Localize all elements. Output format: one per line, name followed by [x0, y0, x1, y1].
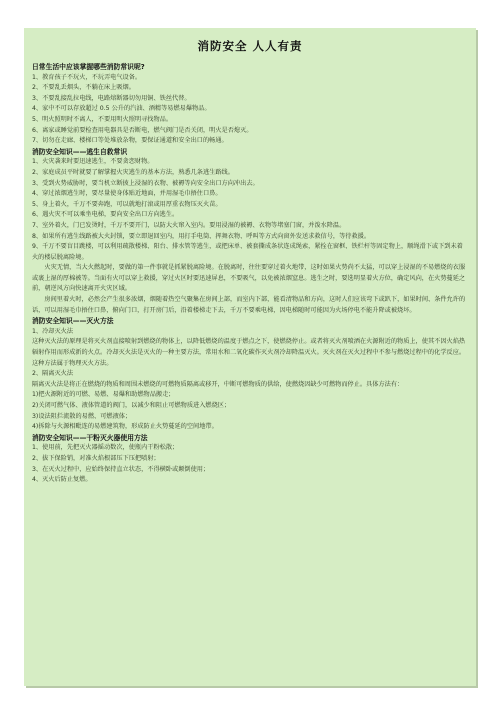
list-item: 6、离家或睡觉前要检查用电器具是否断电，燃气阀门是否关闭，明火是否熄灭。 [32, 126, 253, 134]
list-item: 3)设法阻拦流散的易燃、可燃液体； [32, 412, 132, 420]
list-item: 5、身上着火，千万不要奔跑，可以就地打滚或用厚重衣物压灭火苗。 [32, 200, 222, 208]
list-item: 4、穿过浓烟逃生时，要尽量使身体贴近地面，并用湿毛巾捂住口鼻。 [32, 190, 222, 198]
list-item: 2)关闭可燃气体、液体管道的阀门，以减少和阻止可燃物质进入燃烧区； [32, 402, 231, 409]
section-heading: 消防安全知识——逃生自救常识 [32, 147, 128, 156]
list-item: 5、明火照明时不离人，不要用明火照明寻找物品。 [32, 115, 173, 123]
subheading: 2、隔离灭火法 [32, 370, 74, 378]
section-extinguish-methods [32, 316, 468, 433]
paragraph: 房间里着火时，必然会产生很多浓烟，烟随着热空气聚集在房间上部，而室内下部，能看清物品和方向，这时人们应该弯下或趴下，如果时间、条件允许的话，可以用湿毛巾捂住口鼻，俯向门口，打开房门后，沿着楼梯走下去，千万不要乘电梯，因电梯随时可能因为火场停电不能升降或被烧坏。 [32, 296, 466, 314]
list-item: 3、在灭火过程中，应始终保持直立状态，不得横卧或颠倒使用； [32, 465, 210, 473]
list-item: 3、受到火势威胁时，要当机立断披上浸湿的衣物、被褥等向安全出口方向冲出去。 [32, 179, 259, 187]
section-daily-tips [32, 62, 468, 147]
list-item: 1、教育孩子不玩火，不玩弄电气设备。 [32, 73, 142, 81]
section-heading: 消防安全知识——干粉灭火器使用方法 [32, 433, 148, 442]
list-item: 1、火灾袭来时要迅速逃生，不要贪恋财物。 [32, 158, 154, 166]
section-heading: 日常生活中应该掌握哪些消防常识呢? [32, 63, 145, 71]
section-escape [32, 147, 468, 317]
list-item: 8、如果所有逃生线路被大火封锁，要立即退回室内，用打手电筒、挥舞衣物、呼叫等方式向窗外发送求救信号，等待救援。 [32, 232, 371, 240]
paragraph: 火灾无情，当大火燃起时，要做的第一件事就是抓紧脱离险境。在脱离时，往往要穿过着火地带，这时如果火势尚不太猛，可以穿上浸湿的不易燃烧的衣服或裹上湿的厚棉被等。当面有火可以穿上救援，穿过火区时要迅速屏息，不要吸气，以免被浓烟窒息。逃生之时，要选明显着火方位，确定风向，在火势蔓延之前，朝逆风方向快速离开火灾区域。 [32, 264, 466, 293]
list-item: 2、不要乱丢烟头，不躺在床上吸烟。 [32, 84, 135, 92]
paragraph: 隔离灭火法是将正在燃烧的物质和周围未燃烧的可燃物质隔离或移开，中断可燃物质的供给，使燃烧因缺少可燃物而停止。具体方法有： [32, 380, 404, 388]
list-item: 6、遇火灾不可以乘坐电梯，要向安全出口方向逃生。 [32, 211, 179, 219]
list-item: 2、拔下保险销，对准火焰根部压下压把喷射； [32, 454, 160, 462]
list-item: 3、不要乱接乱拉电线，电路熔断器切勿用铜、铁丝代替。 [32, 94, 191, 102]
list-item: 9、千万不要盲目跳楼，可以利用疏散楼梯、阳台、排水管等逃生，或把床单、被套撕成条状连成绳索，紧拴在窗框、铁栏杆等固定物上，顺绳滑下或下到未着火的楼层脱离险境。 [32, 243, 463, 261]
paragraph: 这种灭火法的原理是将灭火剂直接喷射到燃烧的物体上，以降低燃烧的温度于燃点之下，使燃烧停止。或者将灭火剂喷洒在火源附近的物质上，使其不因火焰热辐射作用而形成新的火点。冷却灭火法是灭火的一种主要方法，常用水和二氧化碳作灭火剂冷却降温灭火。灭火剂在灭火过程中不参与燃烧过程中的化学反应。这种方法属于物理灭火方法。 [32, 338, 466, 367]
list-item: 4、家中不可以存放超过 0.5 公升的汽油、酒精等易燃易爆物品。 [32, 105, 211, 113]
list-item: 2、家庭成员平时就要了解掌握火灾逃生的基本方法，熟悉几条逃生路线。 [32, 168, 234, 176]
list-item: 7、切勿在走廊、楼梯口等处堆放杂物，要保证通道和安全出口的畅通。 [32, 137, 228, 145]
list-item: 4)拆除与火源相毗连的易燃建筑物，形成防止火势蔓延的空间地带。 [32, 423, 218, 431]
list-item: 7、室外着火，门已发烫时，千万不要开门，以防大火窜入室内。要用浸湿的被褥、衣物等堵塞门窗，并泼水降温。 [32, 221, 346, 229]
section-extinguisher-usage [32, 433, 468, 486]
document-page [24, 28, 476, 686]
list-item: 1)把火源附近的可燃、易燃、易爆和助燃物品搬走； [32, 391, 175, 399]
list-item: 4、灭火后防止复燃。 [32, 476, 92, 484]
section-heading: 消防安全知识——灭火方法 [32, 317, 114, 326]
page-title: 消防安全 人人有责 [197, 39, 303, 53]
list-item: 1、使用前，先把灭火器摇动数次，使瓶内干粉松散； [32, 444, 179, 452]
subheading: 1、冷却灭火法 [32, 327, 74, 335]
